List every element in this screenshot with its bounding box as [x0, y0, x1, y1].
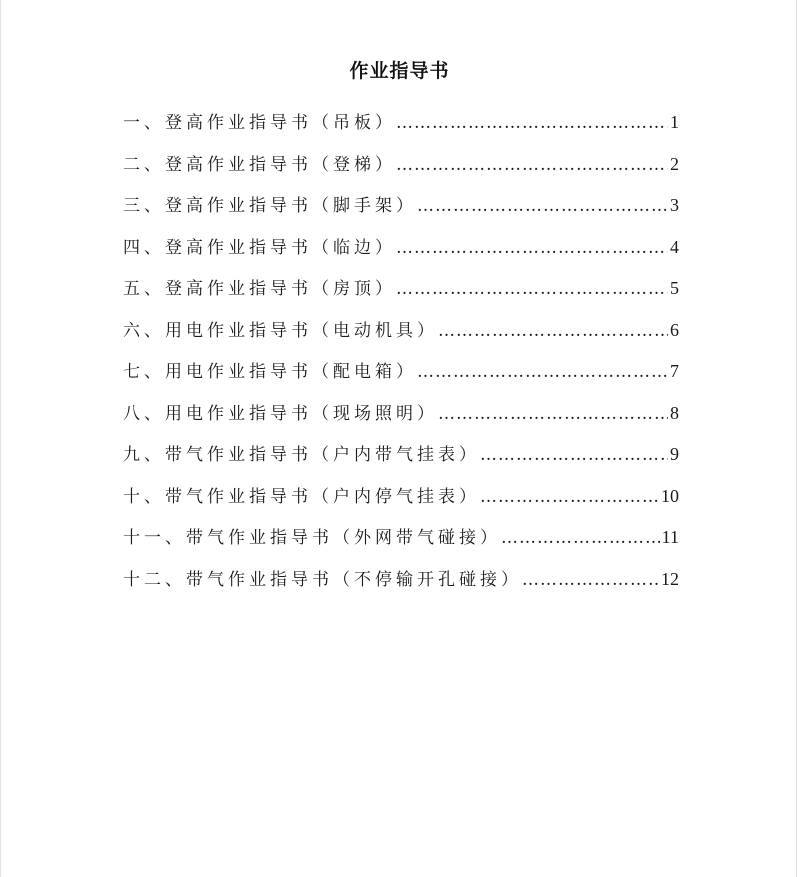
toc-entry-page: 4 [670, 236, 679, 257]
toc-leader-dots [438, 321, 668, 341]
toc-leader-dots [417, 362, 668, 382]
toc-leader-dots [438, 404, 668, 424]
toc-entry[interactable] [123, 440, 679, 482]
toc-leader-dots [417, 196, 668, 216]
document-title: 作业指导书 [349, 60, 450, 82]
toc-entry[interactable] [123, 191, 679, 233]
toc-entry[interactable] [123, 233, 679, 275]
toc-entry-label: 十一、带气作业指导书（外网带气碰接） [123, 528, 501, 548]
table-of-contents [123, 108, 679, 606]
toc-entry-label: 十、带气作业指导书（户内停气挂表） [123, 486, 480, 507]
toc-entry[interactable] [123, 565, 679, 607]
toc-entry[interactable] [123, 274, 679, 316]
toc-entry-page: 7 [670, 361, 679, 381]
toc-entry[interactable] [123, 316, 679, 358]
toc-leader-dots [522, 570, 659, 590]
toc-entry-page: 2 [670, 153, 679, 174]
toc-entry-page: 12 [661, 568, 679, 589]
toc-leader-dots [396, 113, 668, 133]
toc-leader-dots [480, 445, 668, 465]
toc-entry-page: 1 [670, 112, 679, 132]
toc-entry-label: 六、用电作业指导书（电动机具） [123, 320, 438, 341]
toc-entry[interactable] [123, 523, 679, 565]
toc-entry-label: 四、登高作业指导书（临边） [123, 237, 396, 258]
toc-entry[interactable] [123, 357, 679, 399]
toc-entry[interactable] [123, 150, 679, 192]
toc-entry-label: 七、用电作业指导书（配电箱） [123, 362, 417, 382]
toc-entry-page: 10 [661, 485, 679, 506]
toc-entry[interactable] [123, 399, 679, 441]
toc-entry-label: 一、登高作业指导书（吊板） [123, 113, 396, 133]
toc-entry-label: 三、登高作业指导书（脚手架） [123, 196, 417, 216]
toc-entry[interactable] [123, 108, 679, 150]
toc-entry-page: 8 [670, 402, 679, 423]
toc-entry-label: 二、登高作业指导书（登梯） [123, 154, 396, 175]
toc-entry-page: 11 [661, 527, 679, 547]
toc-entry[interactable] [123, 482, 679, 524]
toc-entry-label: 五、登高作业指导书（房顶） [123, 279, 396, 299]
toc-entry-page: 9 [670, 444, 679, 464]
toc-leader-dots [396, 279, 668, 299]
toc-entry-page: 5 [670, 278, 679, 298]
toc-entry-label: 八、用电作业指导书（现场照明） [123, 403, 438, 424]
toc-leader-dots [396, 155, 668, 175]
toc-entry-page: 6 [670, 319, 679, 340]
toc-leader-dots [501, 528, 660, 548]
toc-entry-label: 十二、带气作业指导书（不停输开孔碰接） [123, 569, 522, 590]
toc-entry-label: 九、带气作业指导书（户内带气挂表） [123, 445, 480, 465]
toc-entry-page: 3 [670, 195, 679, 215]
toc-leader-dots [480, 487, 659, 507]
toc-leader-dots [396, 238, 668, 258]
